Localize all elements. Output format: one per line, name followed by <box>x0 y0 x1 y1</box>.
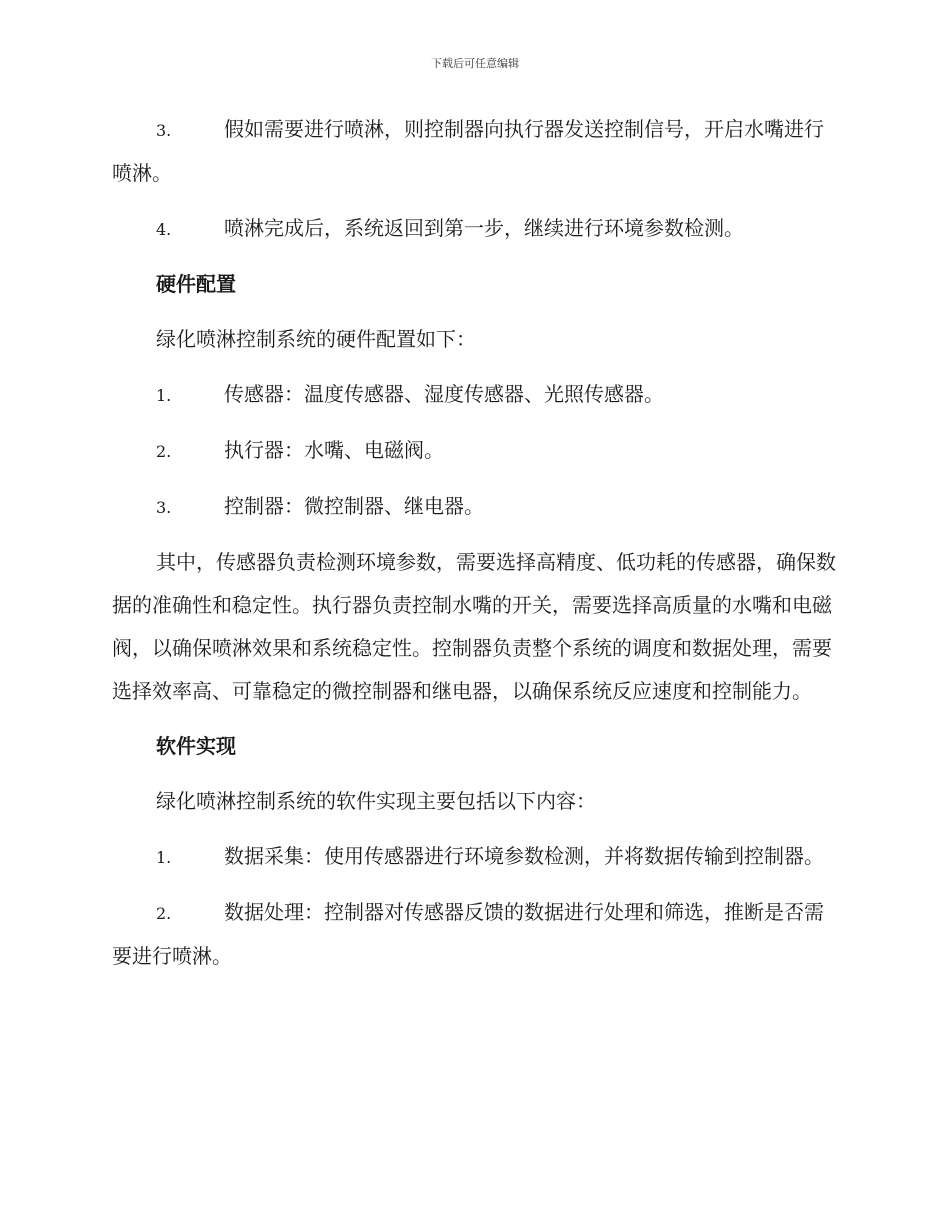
list-number: 2. <box>156 904 172 923</box>
list-text: 传感器：温度传感器、湿度传感器、光照传感器。 <box>224 382 664 406</box>
list-text: 控制器：微控制器、继电器。 <box>224 494 484 518</box>
section-heading-hardware: 硬件配置 <box>156 272 236 296</box>
list-item <box>112 429 837 473</box>
list-number: 1. <box>156 386 172 405</box>
document-body <box>112 108 837 990</box>
list-number: 4. <box>156 220 172 239</box>
list-text: 数据处理：控制器对传感器反馈的数据进行处理和筛选，推断是否需要进行喷淋。 <box>112 900 824 968</box>
list-text: 假如需要进行喷淋，则控制器向执行器发送控制信号，开启水嘴进行喷淋。 <box>112 117 824 185</box>
paragraph: 绿化喷淋控制系统的硬件配置如下： <box>156 327 476 351</box>
page-header: 下载后可任意编辑 <box>431 57 519 70</box>
list-number: 3. <box>156 498 172 517</box>
list-item <box>112 835 837 879</box>
paragraph: 绿化喷淋控制系统的软件实现主要包括以下内容： <box>156 789 596 813</box>
list-item <box>112 108 837 195</box>
list-number: 2. <box>156 442 172 461</box>
list-text: 数据采集：使用传感器进行环境参数检测，并将数据传输到控制器。 <box>224 844 824 868</box>
list-text: 喷淋完成后，系统返回到第一步，继续进行环境参数检测。 <box>224 216 744 240</box>
list-number: 1. <box>156 848 172 867</box>
paragraph: 其中，传感器负责检测环境参数，需要选择高精度、低功耗的传感器，确保数据的准确性和稳定性。执行器负责控制水嘴的开关，需要选择高质量的水嘴和电磁阀，以确保喷淋效果和系统稳定性。控制器负责整个系统的调度和数据处理，需要选择效率高、可靠稳定的微控制器和继电器，以确保系统反应速度和控制能力。 <box>112 550 836 703</box>
list-number: 3. <box>156 121 172 140</box>
list-item <box>112 373 837 417</box>
list-text: 执行器：水嘴、电磁阀。 <box>224 438 444 462</box>
list-item <box>112 891 837 978</box>
list-item <box>112 485 837 529</box>
section-heading-software: 软件实现 <box>156 734 236 758</box>
list-item <box>112 207 837 251</box>
